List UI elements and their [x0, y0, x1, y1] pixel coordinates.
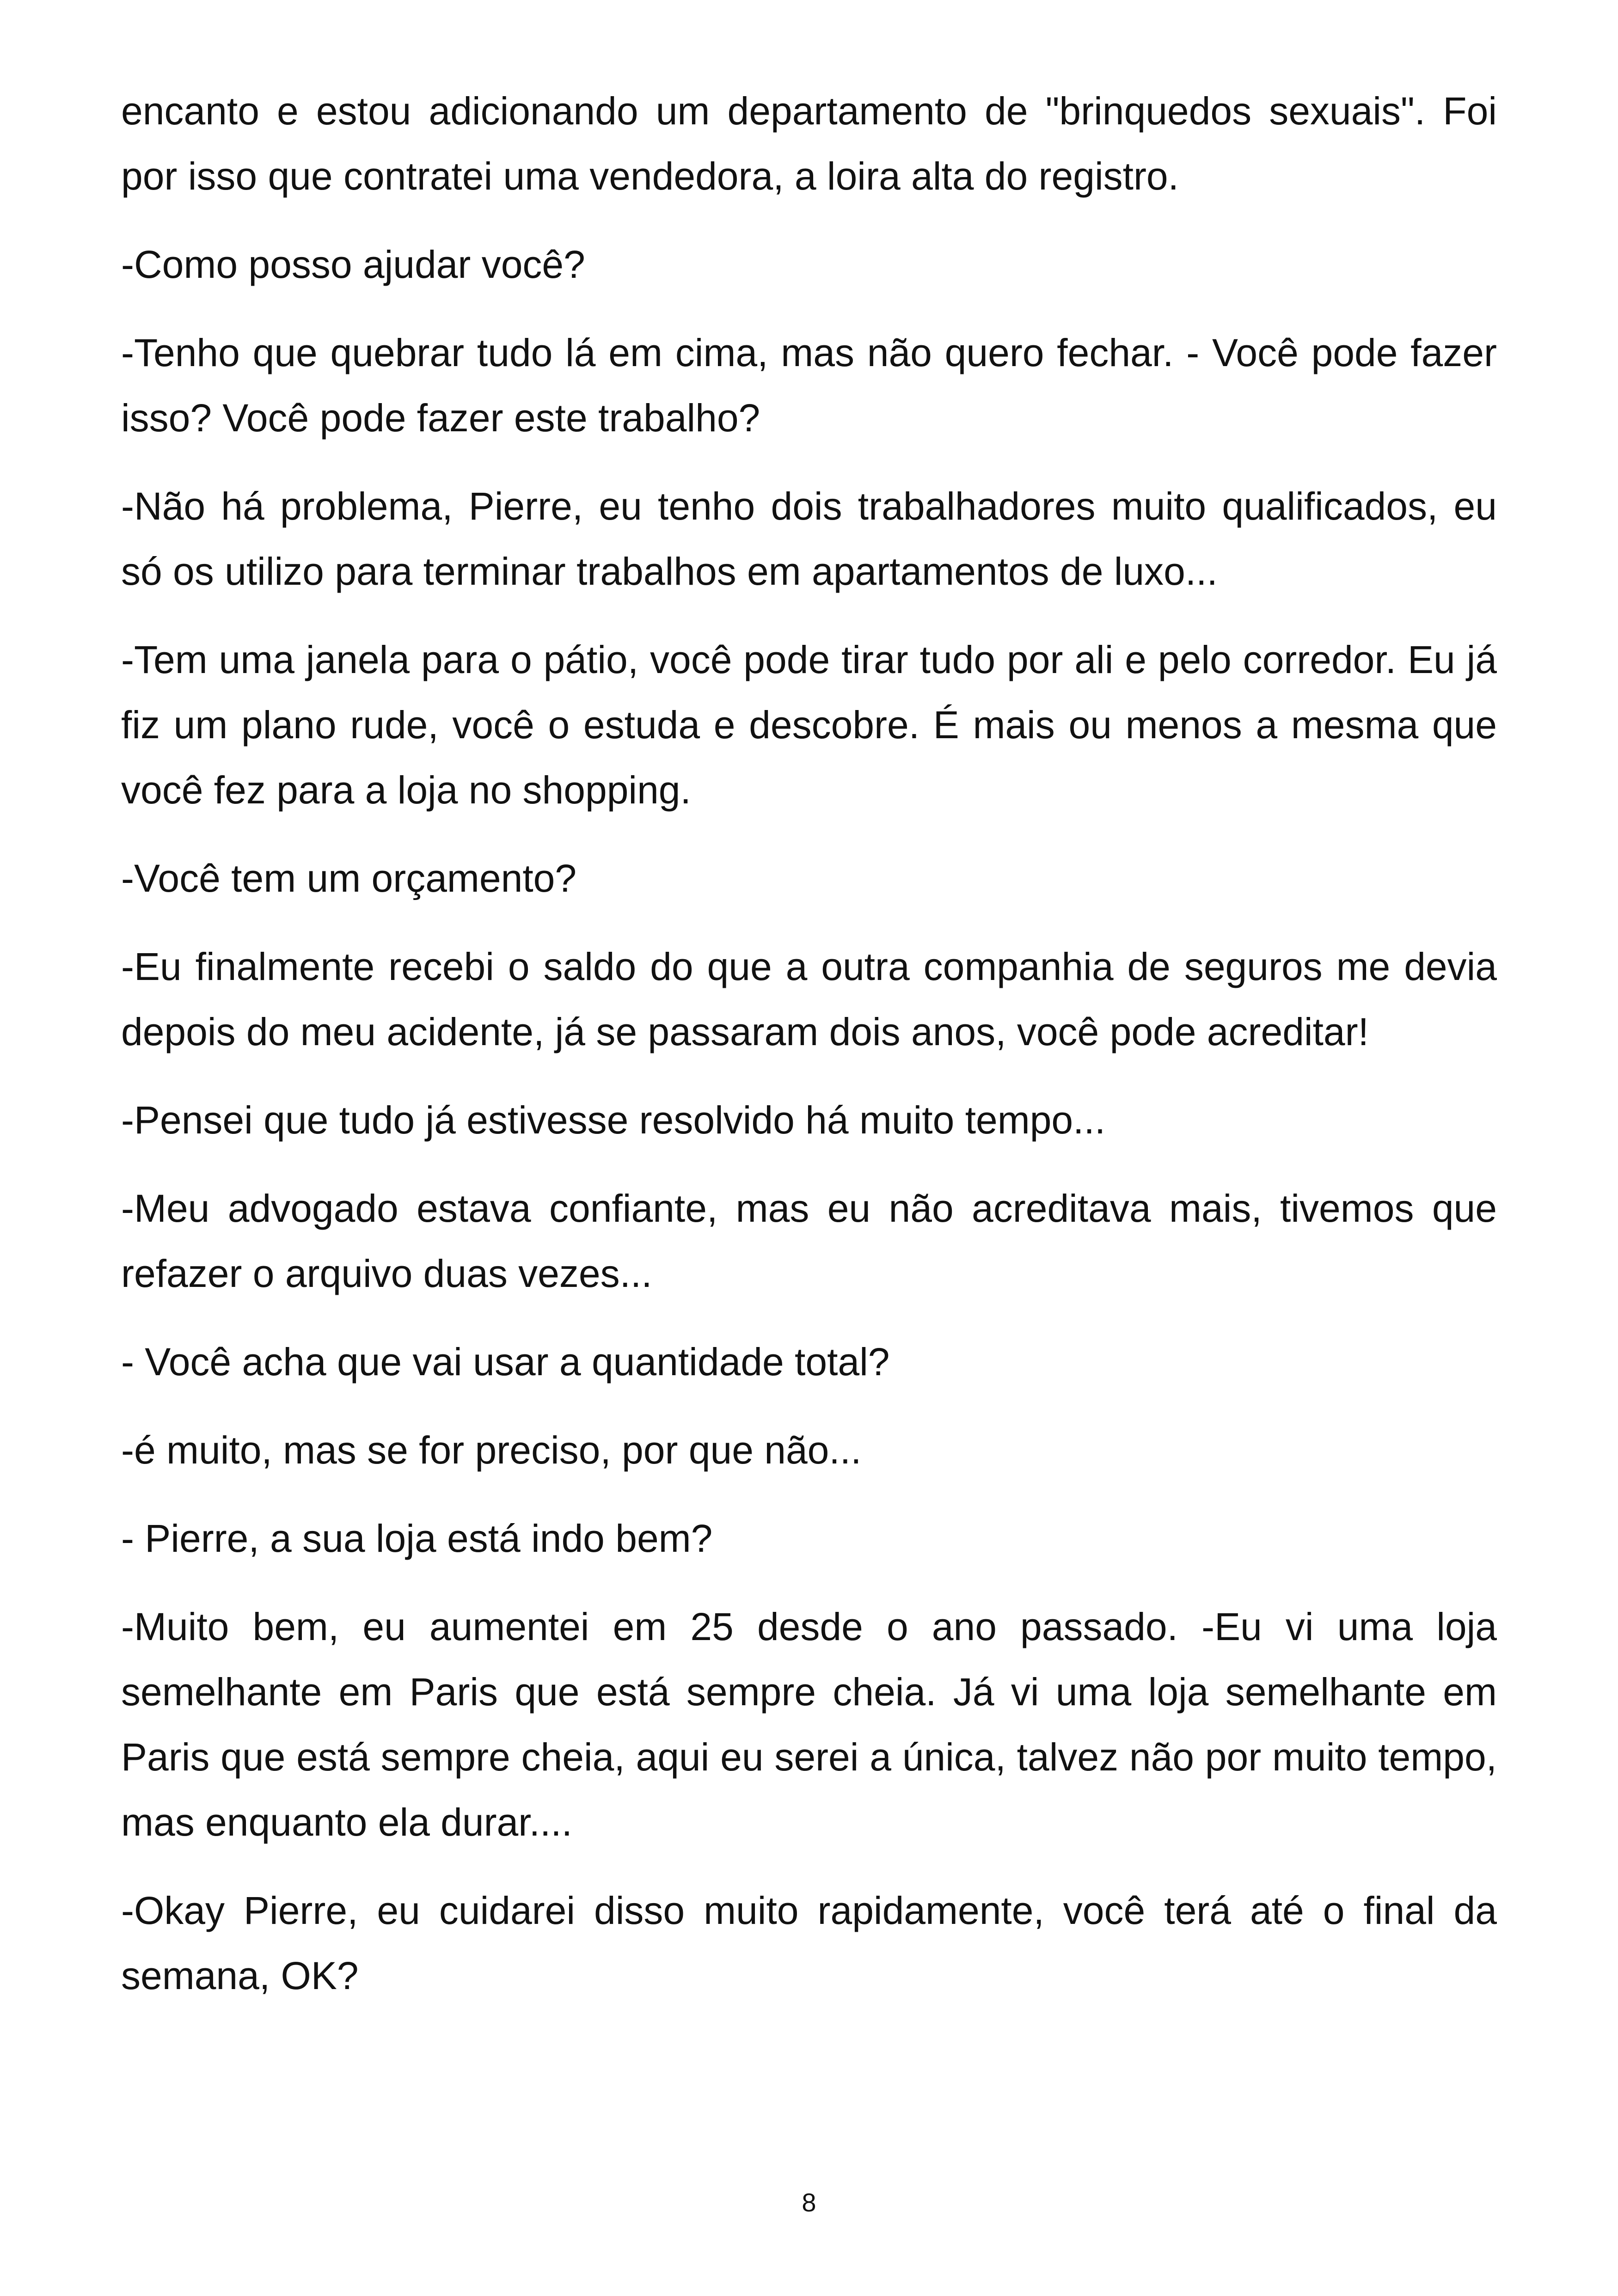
paragraph: - Você acha que vai usar a quantidade total? — [121, 1340, 890, 1384]
body-text — [121, 79, 1497, 2032]
paragraph: encanto e estou adicionando um departamento de "brinquedos sexuais". Foi por isso que contratei uma vendedora, a loira alta do registro. — [121, 89, 1497, 198]
paragraph: -Eu finalmente recebi o saldo do que a outra companhia de seguros me devia depois do meu acidente, já se passaram dois anos, você pode acreditar! — [121, 945, 1497, 1053]
paragraph: - Pierre, a sua loja está indo bem? — [121, 1517, 713, 1560]
paragraph: -Como posso ajudar você? — [121, 243, 585, 286]
paragraph: -Okay Pierre, eu cuidarei disso muito rapidamente, você terá até o final da semana, OK? — [121, 1889, 1497, 1997]
paragraph: -Tem uma janela para o pátio, você pode tirar tudo por ali e pelo corredor. Eu já fiz um plano rude, você o estuda e descobre. É mais ou menos a mesma que você fez para a loja no shopping. — [121, 638, 1497, 812]
paragraph: -Tenho que quebrar tudo lá em cima, mas não quero fechar. - Você pode fazer isso? Você pode fazer este trabalho? — [121, 331, 1497, 440]
page-number: 8 — [802, 2188, 816, 2217]
paragraph: -Pensei que tudo já estivesse resolvido há muito tempo... — [121, 1098, 1106, 1142]
paragraph: -Muito bem, eu aumentei em 25 desde o ano passado. -Eu vi uma loja semelhante em Paris que está sempre cheia. Já vi uma loja semelhante em Paris que está sempre cheia, aqui eu serei a única, talvez não por muito tempo, mas enquanto ela durar.... — [121, 1605, 1497, 1844]
paragraph: -Meu advogado estava confiante, mas eu não acreditava mais, tivemos que refazer o arquivo duas vezes... — [121, 1187, 1497, 1295]
paragraph: -Não há problema, Pierre, eu tenho dois trabalhadores muito qualificados, eu só os utilizo para terminar trabalhos em apartamentos de luxo... — [121, 484, 1497, 593]
paragraph: -é muito, mas se for preciso, por que não... — [121, 1428, 862, 1472]
paragraph: -Você tem um orçamento? — [121, 857, 577, 900]
